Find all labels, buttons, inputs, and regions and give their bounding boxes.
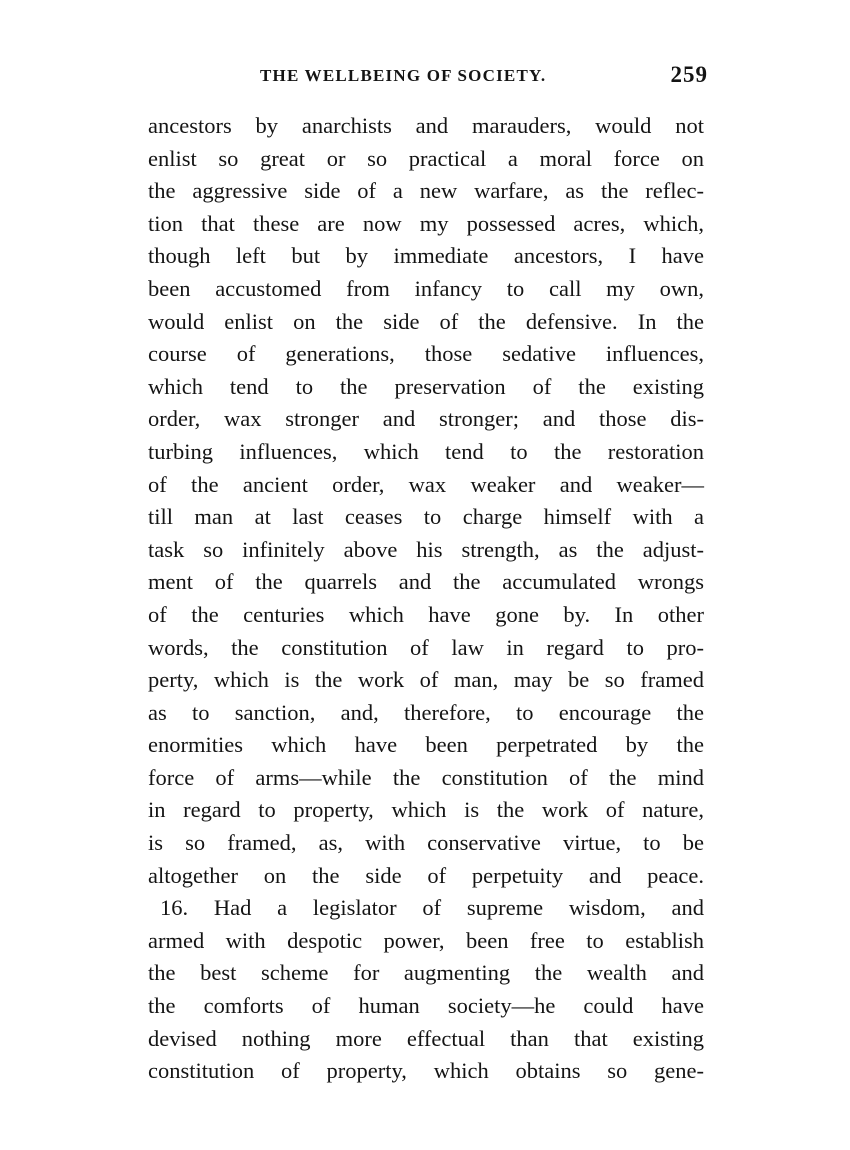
running-head — [148, 62, 708, 92]
text-line: order, wax stronger and stronger; and those dis- — [148, 406, 704, 432]
text-line: would enlist on the side of the defensive. In the — [148, 308, 704, 334]
text-line: perty, which is the work of man, may be so framed — [148, 667, 704, 693]
text-line: enormities which have been perpetrated by the — [148, 732, 704, 758]
text-line: armed with despotic power, been free to establish — [148, 927, 704, 953]
text-line: as to sanction, and, therefore, to encourage the — [148, 699, 704, 725]
text-line: altogether on the side of perpetuity and peace. — [148, 862, 704, 888]
text-line: the best scheme for augmenting the wealth and — [148, 960, 704, 986]
text-line: till man at last ceases to charge himself with a — [148, 504, 704, 530]
text-line: task so infinitely above his strength, as the adjust- — [148, 536, 704, 562]
text-line: in regard to property, which is the work of nature, — [148, 797, 704, 823]
text-line: been accustomed from infancy to call my own, — [148, 275, 704, 301]
page-number: 259 — [670, 62, 708, 87]
text-line: constitution of property, which obtains so gene- — [148, 1058, 704, 1084]
text-line: turbing influences, which tend to the restoration — [148, 438, 704, 464]
text-line: force of arms—while the constitution of the mind — [148, 764, 704, 790]
text-line: devised nothing more effectual than that existing — [148, 1025, 704, 1051]
text-line: ancestors by anarchists and marauders, would not — [148, 113, 704, 138]
text-line: course of generations, those sedative influences, — [148, 341, 704, 367]
text-line: of the centuries which have gone by. In other — [148, 601, 704, 627]
text-line: tion that these are now my possessed acres, which, — [148, 210, 704, 236]
body-text — [148, 110, 704, 1088]
text-line: enlist so great or so practical a moral force on — [148, 145, 704, 171]
text-line: the aggressive side of a new warfare, as the reflec- — [148, 178, 704, 204]
text-line: though left but by immediate ancestors, I have — [148, 243, 704, 269]
running-title: THE WELLBEING OF SOCIETY. — [260, 66, 547, 85]
text-line: is so framed, as, with conservative virtue, to be — [148, 830, 704, 856]
text-line: the comforts of human society—he could have — [148, 993, 704, 1019]
text-line: which tend to the preservation of the existing — [148, 373, 704, 399]
text-line: ment of the quarrels and the accumulated wrongs — [148, 569, 704, 595]
text-line: of the ancient order, wax weaker and weaker— — [148, 471, 704, 497]
text-line: words, the constitution of law in regard to pro- — [148, 634, 704, 660]
paragraph-start-line: 16. Had a legislator of supreme wisdom, and — [160, 895, 704, 921]
